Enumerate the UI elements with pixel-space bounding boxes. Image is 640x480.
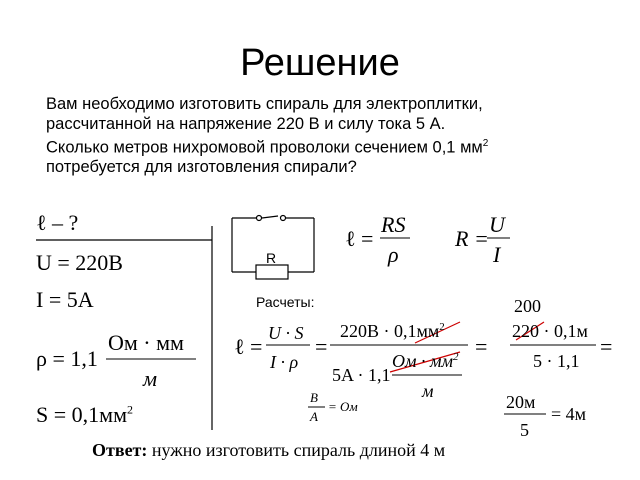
calc-f2-den-b-num: Ом · $мм^2$ — [392, 351, 459, 371]
length-formula-num: RS — [381, 212, 406, 237]
calc-eq-1: = — [315, 334, 328, 359]
calc-f3-num: 220 · 0,1м — [512, 321, 588, 341]
calc-f1-num: U · S — [268, 323, 304, 343]
calc-f1-den: I · ρ — [270, 352, 299, 372]
calc-result: = 4м — [551, 404, 587, 424]
problem-line-1: Вам необходимо изготовить спираль для электроплитки, — [46, 95, 483, 113]
calc-f3-den: 5 · 1,1 — [533, 351, 580, 371]
unit-den: A — [310, 409, 318, 424]
calc-cancel-top: 200 — [514, 296, 541, 316]
given-current: I = 5A — [36, 287, 94, 312]
given-unknown: ℓ – ? — [36, 210, 79, 235]
unit-num: B — [310, 390, 318, 405]
length-formula-den: ρ — [388, 242, 399, 267]
problem-line-4: потребуется для изготовления спирали? — [46, 158, 357, 176]
resistor — [256, 265, 288, 279]
calc-f2-den-a: 5A · 1,1 — [332, 365, 391, 385]
given-rho-num: Ом · мм — [108, 330, 184, 355]
calc-lhs: ℓ = — [234, 334, 263, 359]
given-rho-den: м — [143, 366, 158, 391]
calc-eq-2: = — [475, 334, 488, 359]
answer-line — [92, 440, 445, 461]
ohm-formula-num: U — [489, 212, 505, 237]
calc-f4-num: 20м — [506, 392, 536, 412]
problem-sup: 2 — [482, 138, 489, 149]
resistor-label: R — [266, 250, 277, 266]
calc-label: Расчеты: — [256, 294, 315, 310]
ohm-formula-den: I — [493, 242, 501, 267]
problem-line-2: рассчитанной на напряжение 220 В и силу тока 5 А. — [46, 114, 446, 133]
unit-rhs: = Ом — [328, 399, 358, 414]
given-rho: ρ = 1,1 — [36, 346, 98, 371]
calc-f2-num: $220B \cdot 0,1мм^2$ — [340, 321, 445, 341]
calc-f2-den-b-den: м — [422, 381, 434, 401]
ohm-formula-lhs: R = — [455, 226, 489, 251]
problem-line-3: Сколько метров нихромовой проволоки сечением 0,1 $мм^2$ — [46, 138, 489, 157]
answer-label: Ответ: — [92, 440, 148, 460]
circuit-diagram — [232, 216, 314, 280]
slide-title: Решение — [240, 42, 400, 84]
calc-eq-3: = — [600, 334, 613, 359]
given-voltage: U = 220B — [36, 250, 123, 275]
length-formula-lhs: ℓ = — [345, 226, 374, 251]
calc-f4-den: 5 — [520, 420, 529, 440]
given-area: $S = 0,1мм^2$ — [36, 402, 133, 427]
answer-text: нужно изготовить спираль длиной 4 м — [147, 440, 446, 460]
